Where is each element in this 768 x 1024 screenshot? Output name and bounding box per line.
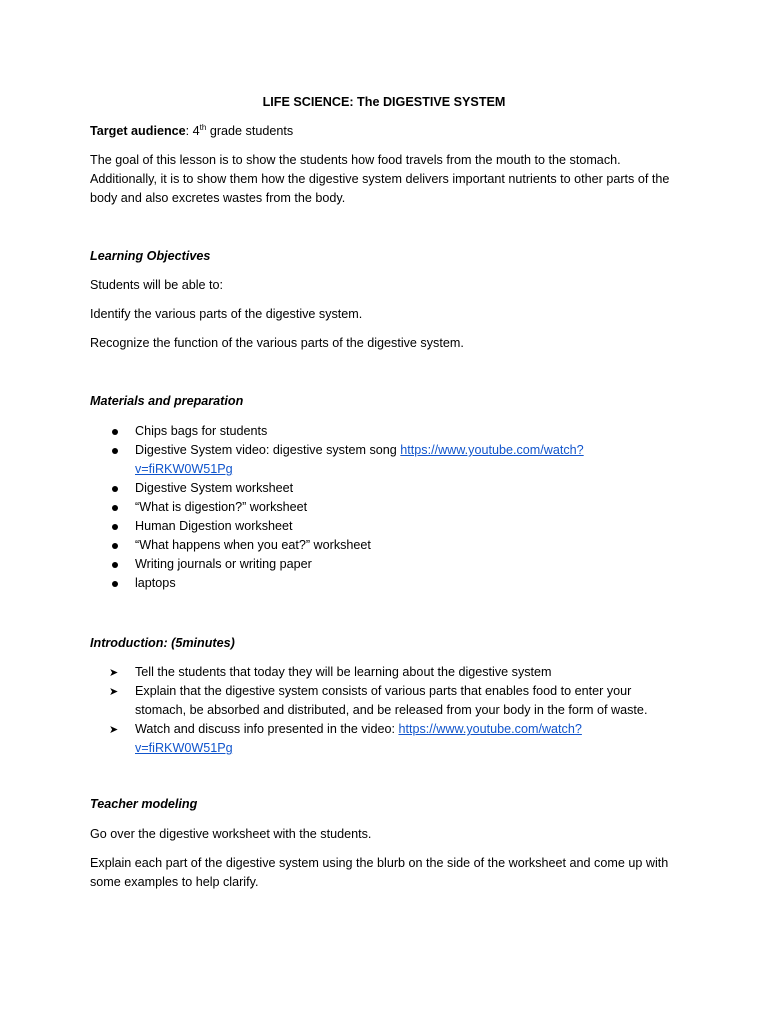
objectives-heading: Learning Objectives: [90, 249, 211, 263]
teacher-modeling-heading: Teacher modeling: [90, 797, 198, 811]
audience-colon: : 4: [185, 124, 200, 138]
list-item: “What happens when you eat?” worksheet: [90, 536, 690, 555]
page-title: LIFE SCIENCE: The DIGESTIVE SYSTEM: [262, 95, 506, 109]
teacher-modeling-para: Go over the digestive worksheet with the students.: [90, 827, 372, 841]
list-item: Writing journals or writing paper: [90, 555, 690, 574]
bullet-dot: [112, 429, 118, 435]
objective-item: Identify the various parts of the digestive system.: [90, 307, 363, 321]
goal-paragraph: The goal of this lesson is to show the students how food travels from the mouth to the stomach. Additionally, it is to show them how the digestive system delivers important nutrients to other parts of the body and also excretes wastes from the body.: [90, 153, 670, 205]
target-audience-line: [90, 122, 690, 141]
bullet-dot: [112, 524, 118, 530]
list-item: Chips bags for students: [90, 422, 690, 441]
bullet-dot: [112, 581, 118, 587]
list-item: Human Digestion worksheet: [90, 517, 690, 536]
list-item: ➤ Tell the students that today they will be learning about the digestive system: [90, 663, 678, 682]
bullet-dot: [112, 562, 118, 568]
arrow-bullet-icon: ➤: [109, 723, 119, 736]
introduction-list: [90, 663, 678, 758]
arrow-bullet-icon: ➤: [109, 666, 119, 679]
list-item: Digestive System worksheet: [90, 479, 690, 498]
audience-label: Target audience: [90, 124, 186, 138]
audience-sup: th: [199, 123, 207, 132]
list-item: Digestive System video: digestive system song https://www.youtube.com/watch? v=fiRKW0W51Pg: [90, 441, 690, 479]
audience-rest: grade students: [206, 124, 294, 138]
objective-item: Recognize the function of the various parts of the digestive system.: [90, 336, 464, 350]
bullet-dot: [112, 486, 118, 492]
list-item: ➤ Explain that the digestive system consists of various parts that enables food to enter your stomach, be absorbed and distributed, and be released from your body in the form of waste.: [109, 684, 648, 717]
video-link[interactable]: https://www.youtube.com/watch? v=fiRKW0W51Pg: [135, 443, 584, 476]
bullet-dot: [112, 448, 118, 454]
materials-heading: Materials and preparation: [90, 394, 244, 408]
intro-video-link[interactable]: https://www.youtube.com/watch? v=fiRKW0W51Pg: [135, 722, 582, 755]
list-item: “What is digestion?” worksheet: [90, 498, 690, 517]
objectives-intro: Students will be able to:: [90, 278, 224, 292]
introduction-heading: Introduction: (5minutes): [90, 636, 235, 650]
arrow-bullet-icon: ➤: [109, 685, 119, 698]
bullet-dot: [112, 505, 118, 511]
list-item: ➤ Watch and discuss info presented in the video: https://www.youtube.com/watch? v=fiRKW0W51Pg: [109, 722, 582, 755]
teacher-modeling-para: Explain each part of the digestive system using the blurb on the side of the worksheet and come up with some examples to help clarify.: [90, 856, 669, 889]
materials-list: [90, 422, 690, 593]
bullet-dot: [112, 543, 118, 549]
list-item: laptops: [90, 574, 690, 593]
